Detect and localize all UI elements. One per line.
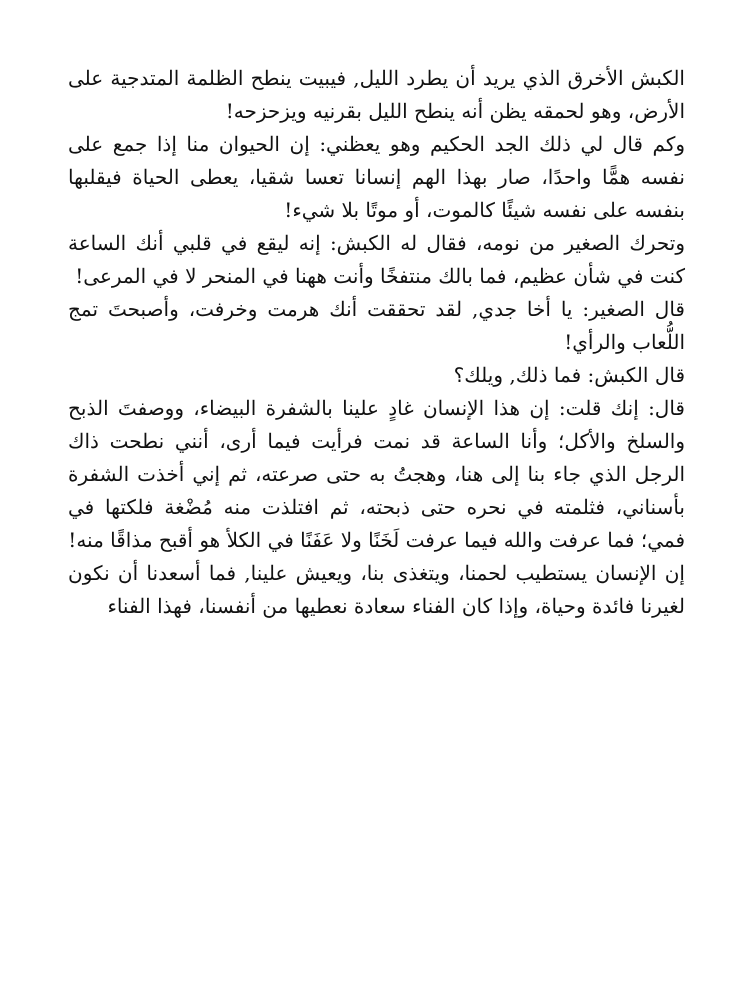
paragraph-1: الكبش الأخرق الذي يريد أن يطرد الليل, فيبيت ينطح الظلمة المتدجية على الأرض، وهو لحمقه يظن أنه ينطح الليل بقرنيه ويزحزحه! — [68, 66, 685, 123]
paragraph-2: وكم قال لي ذلك الجد الحكيم وهو يعظني: إن الحيوان منا إذا جمع على نفسه همًّا واحدًا، صار بهذا الهم إنسانا تعسا شقيا، يعطى الحياة فيقلبها بنفسه على نفسه شيئًا كالموت، أو موتًا بلا شيء! — [68, 132, 685, 222]
paragraph-6: قال: إنك قلت: إن هذا الإنسان غادٍ علينا بالشفرة البيضاء، ووصفتَ الذبح والسلخ والأكل؛ وأنا الساعة قد نمت فرأيت فيما أرى، أنني نطحت ذاك الرجل الذي جاء بنا إلى هنا، وهجتُ به حتى صرعته، ثم إني أخذت الشفرة بأسناني، فثلمته في نحره حتى ذبحته، ثم افتلذت منه مُضْغة فلكتها في فمي؛ فما عرفت والله فيما عرفت لَخَنًا ولا عَفَنًا في الكلأ هو أقبح مذاقًا منه! — [68, 396, 685, 552]
paragraph-5: قال الكبش: فما ذلك, ويلك؟ — [453, 363, 685, 387]
document-body — [68, 62, 685, 623]
paragraph-3: وتحرك الصغير من نومه، فقال له الكبش: إنه ليقع في قلبي أنك الساعة كنت في شأن عظيم، فما بالك منتفخًا وأنت ههنا في المنحر لا في المرعى! — [68, 231, 685, 288]
paragraph-4: قال الصغير: يا أخا جدي, لقد تحققت أنك هرمت وخرفت، وأصبحتَ تمج اللُّعاب والرأي! — [68, 297, 685, 354]
paragraph-7: إن الإنسان يستطيب لحمنا، ويتغذى بنا، ويعيش علينا, فما أسعدنا أن نكون لغيرنا فائدة وحياة، وإذا كان الفناء سعادة نعطيها من أنفسنا، فهذا الفناء — [68, 561, 685, 618]
